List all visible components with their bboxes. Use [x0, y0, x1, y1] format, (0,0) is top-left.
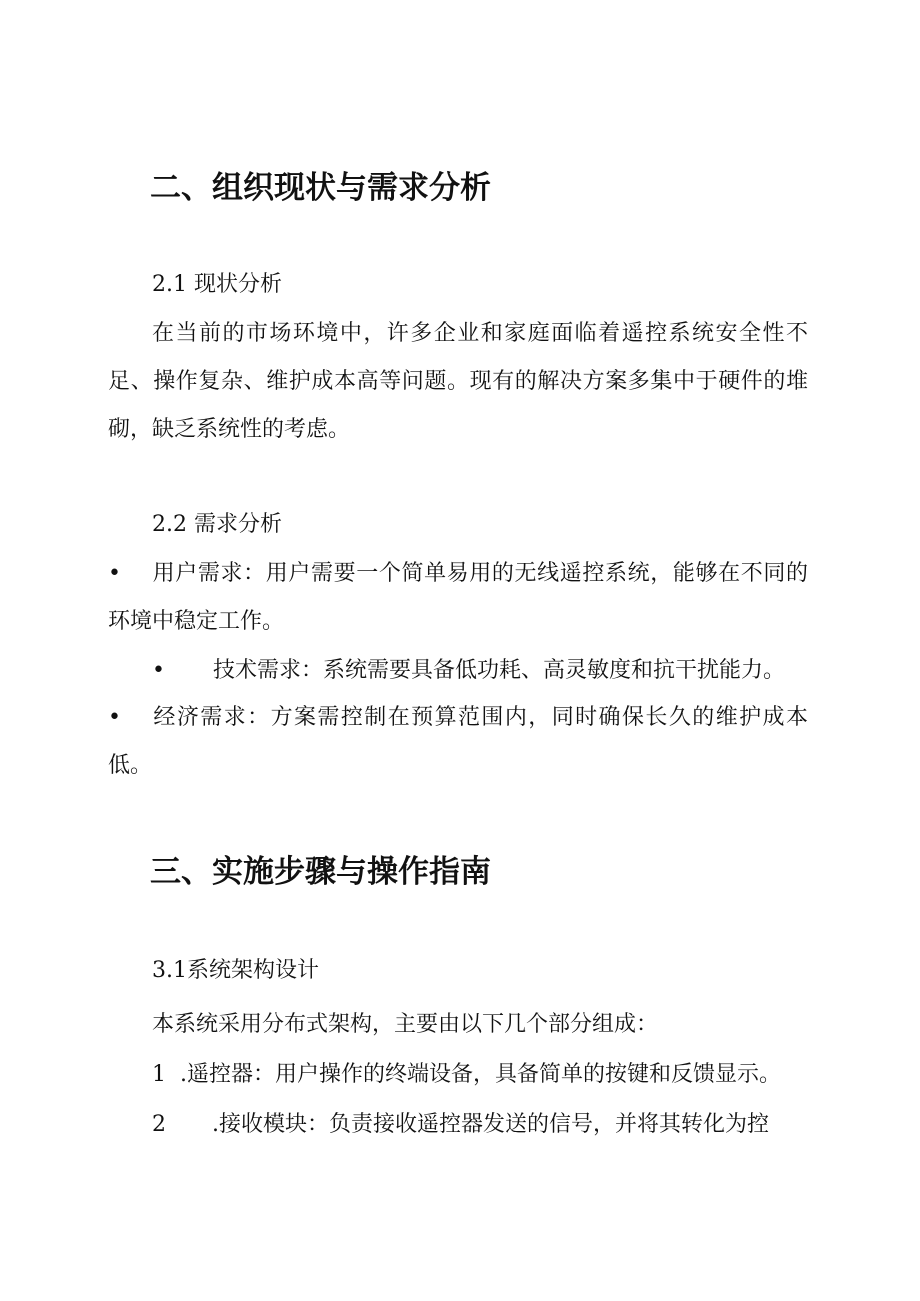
bullet-marker: •	[152, 658, 165, 683]
numbered-item-1	[152, 1060, 781, 1090]
architecture-intro: 本系统采用分布式架构，主要由以下几个部分组成：	[152, 1012, 659, 1037]
bullet-item-economic-needs	[108, 694, 808, 790]
current-status-paragraph: 在当前的市场环境中，许多企业和家庭面临着遥控系统安全性不足、操作复杂、维护成本高等问题。现有的解决方案多集中于硬件的堆砌，缺乏系统性的考虑。	[108, 321, 808, 442]
subsection-2-2-heading: 2.2 需求分析	[152, 512, 282, 537]
bullet-item-user-needs	[108, 550, 808, 646]
section-3-heading: 三、实施步骤与操作指南	[150, 854, 491, 890]
subsection-3-1-heading: 3.1系统架构设计	[152, 958, 319, 983]
item-number: 1	[152, 1062, 166, 1087]
bullet-marker: •	[108, 705, 121, 730]
section-2-heading: 二、组织现状与需求分析	[150, 170, 491, 206]
subsection-2-1-heading: 2.1 现状分析	[152, 272, 282, 297]
item-number-2: 2	[152, 1112, 166, 1137]
bullet-text-tech-needs: 技术需求：系统需要具备低功耗、高灵敏度和抗干扰能力。	[213, 658, 786, 683]
bullet-text: 经济需求：方案需控制在预算范围内，同时确保长久的维护成本低。	[108, 705, 808, 778]
bullet-marker: •	[108, 561, 121, 586]
item-text: .遥控器：用户操作的终端设备，具备简单的按键和反馈显示。	[180, 1062, 781, 1087]
bullet-text: 用户需求：用户需要一个简单易用的无线遥控系统，能够在不同的环境中稳定工作。	[108, 561, 808, 634]
numbered-item-2-text: .接收模块：负责接收遥控器发送的信号，并将其转化为控	[212, 1112, 769, 1137]
